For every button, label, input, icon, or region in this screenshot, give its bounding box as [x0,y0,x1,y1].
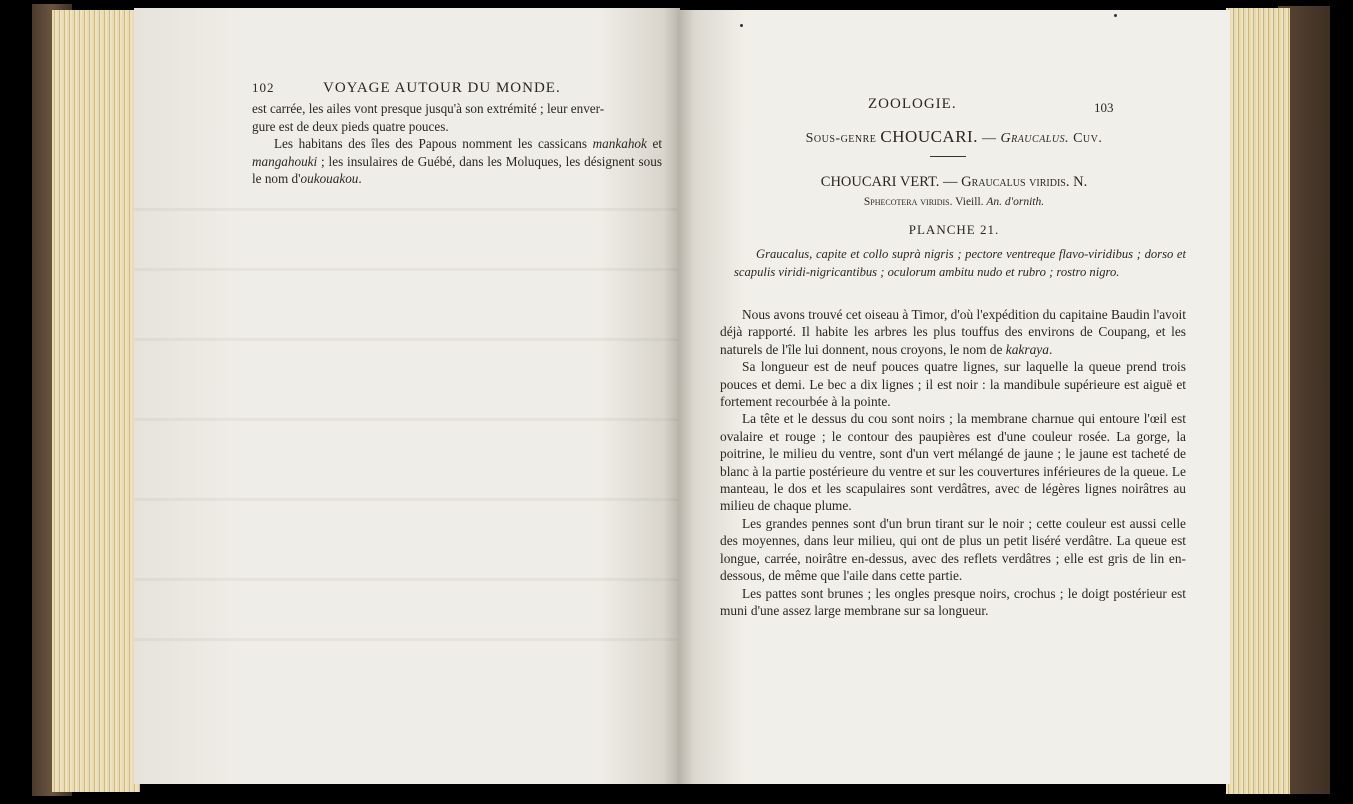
right-head-title: ZOOLOGIE. [868,96,957,112]
synonym-line: Sphecotera viridis. Vieill. An. d'ornith. [863,196,1045,208]
left-body-text [252,100,662,188]
right-paragraph-1: Nous avons trouvé cet oiseau à Timor, d'où l'expédition du capitaine Baudin l'avoit déjà rapporté. Il habite les arbres les plus touffus des environs de Coupang, et les naturels de l'île lui donnent, nous croyons, le nom de kakraya. [720,307,1186,357]
right-page-number: 103 [1094,100,1114,115]
left-paragraph-2: Les habitans des îles des Papous nomment les cassicans mankahok et mangahouki ; les insulaires de Guébé, dans les Moluques, les désignent sous le nom d'oukouakou. [252,136,663,186]
right-paragraph-4: Les grandes pennes sont d'un brun tirant sur le noir ; cette couleur est aussi celle des moyennes, dans leur milieu, qui ont de plus un petit liséré verdâtre. La queue est longue, carrée, noirâtre en-dessus, avec des reflets verdâtres ; elle est gris de lin en-dessous, de même que l'aile dans cette partie. [720,515,1186,584]
right-paragraph-2: Sa longueur est de neuf pouces quatre lignes, sur laquelle la queue prend trois pouces et demi. Le bec a dix lignes ; il est noir : la mandibule supérieure est aiguë et fortement recourbée à la pointe. [720,359,1186,410]
left-page-number: 102 [252,80,275,95]
left-head-title: VOYAGE AUTOUR DU MONDE. [322,80,561,96]
heading-rule [930,156,966,157]
right-page [678,10,1230,784]
species-heading: CHOUCARI VERT. — Graucalus viridis. N. [820,174,1088,190]
right-paragraph-3: La tête et le dessus du cou sont noirs ; la membrane charnue qui entoure l'œil est ovalaire et rouge ; le contour des paupières est d'une couleur rosée. La gorge, la poitrine, le milieu du ventre, sont d'un vert mélangé de jaune ; le jaune est tacheté de blanc à la partie postérieure du ventre et sur les couvertures inférieures de la queue. Le manteau, le dos et les scapulaires sont verdâtres, avec de légères lignes noirâtres au milieu de chaque plume. [720,411,1186,514]
left-page [134,8,680,784]
left-running-head [252,80,561,97]
plate-label: PLANCHE 21. [908,222,1000,237]
right-body-text [720,306,1186,619]
latin-description: Graucalus, capite et collo suprà nigris ; pectore ventreque flavo-viridibus ; dorso et scapulis viridi-nigricantibus ; oculorum ambitu nudo et rubro ; rostro nigro. [734,247,1186,279]
right-paragraph-5: Les pattes sont brunes ; les ongles presque noirs, crochus ; le doigt postérieur est muni d'une assez large membrane sur sa longueur. [720,585,1186,618]
left-page-edges [52,10,140,792]
subgenus-heading: Sous-genre CHOUCARI. — Graucalus. Cuv. [805,127,1103,146]
left-paragraph-1: est carrée, les ailes vont presque jusqu'à son extrémité ; leur enver- gure est de deux pieds quatre pouces. [252,101,605,134]
right-page-edges [1226,8,1290,794]
